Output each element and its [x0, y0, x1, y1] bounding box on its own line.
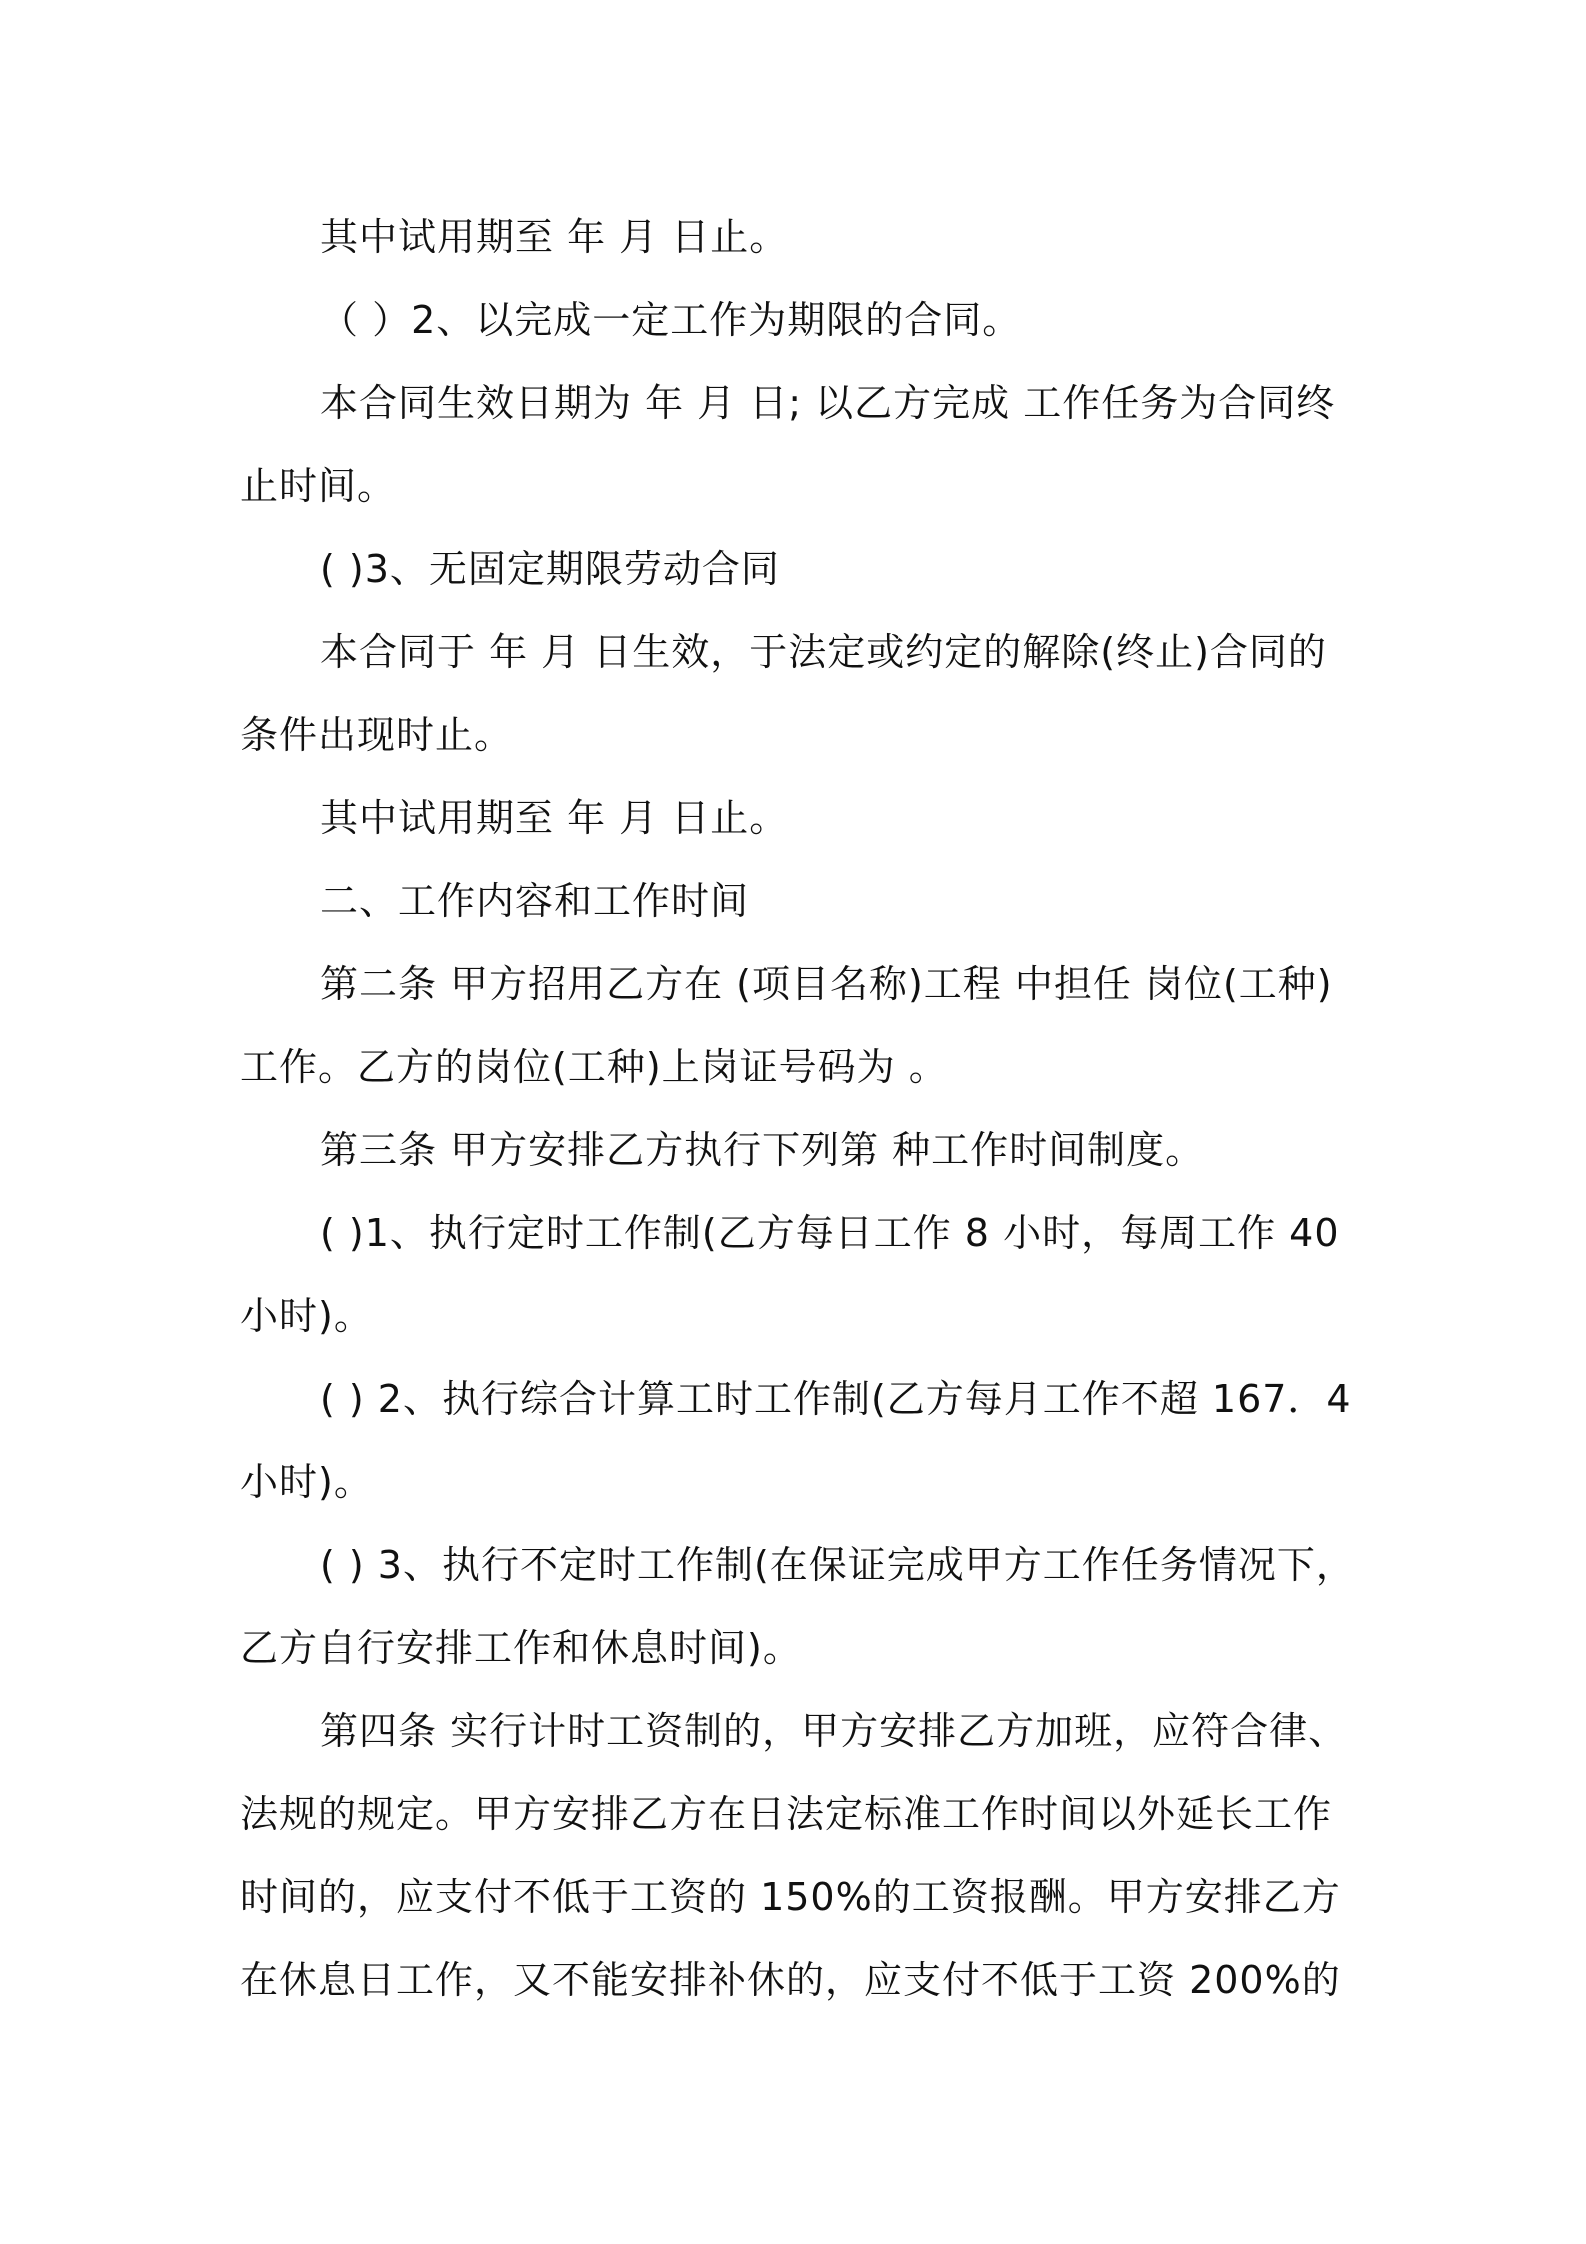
- paragraph-probation-2: 其中试用期至 年 月 日止。: [320, 796, 789, 840]
- paragraph-probation-1: 其中试用期至 年 月 日止。: [320, 215, 789, 259]
- document-body: [240, 196, 1360, 2022]
- paragraph-task-contract: （ ）2、以完成一定工作为期限的合同。: [320, 298, 1022, 342]
- section-heading-work-content: 二、工作内容和工作时间: [320, 879, 750, 923]
- paragraph-open-ended-effective-date: 本合同于 年 月 日生效，于法定或约定的解除(终止)合同的条件出现时止。: [240, 630, 1327, 757]
- paragraph-article-2: 第二条 甲方招用乙方在 (项目名称)工程 中担任 岗位(工种)工作。乙方的岗位(工种)上岗证号码为 。: [240, 962, 1333, 1089]
- paragraph-task-effective-date: 本合同生效日期为 年 月 日; 以乙方完成 工作任务为合同终止时间。: [240, 381, 1336, 508]
- paragraph-flexible-hours: ( ) 3、执行不定时工作制(在保证完成甲方工作任务情况下，乙方自行安排工作和休息时间)。: [240, 1543, 1355, 1670]
- paragraph-comprehensive-hours: ( ) 2、执行综合计算工时工作制(乙方每月工作不超 167．4 小时)。: [240, 1377, 1352, 1504]
- paragraph-open-ended-contract: ( )3、无固定期限劳动合同: [320, 547, 780, 591]
- paragraph-article-4: 第四条 实行计时工资制的，甲方安排乙方加班，应符合律、法规的规定。甲方安排乙方在日法定标准工作时间以外延长工作时间的，应支付不低于工资的 150%的工资报酬。甲方安排乙方在休息日工作，又不能安排补休的，应支付不低于工资 200%的: [240, 1709, 1348, 2002]
- paragraph-article-3: 第三条 甲方安排乙方执行下列第 种工作时间制度。: [320, 1128, 1205, 1172]
- paragraph-fixed-hours: ( )1、执行定时工作制(乙方每日工作 8 小时，每周工作 40 小时)。: [240, 1211, 1340, 1338]
